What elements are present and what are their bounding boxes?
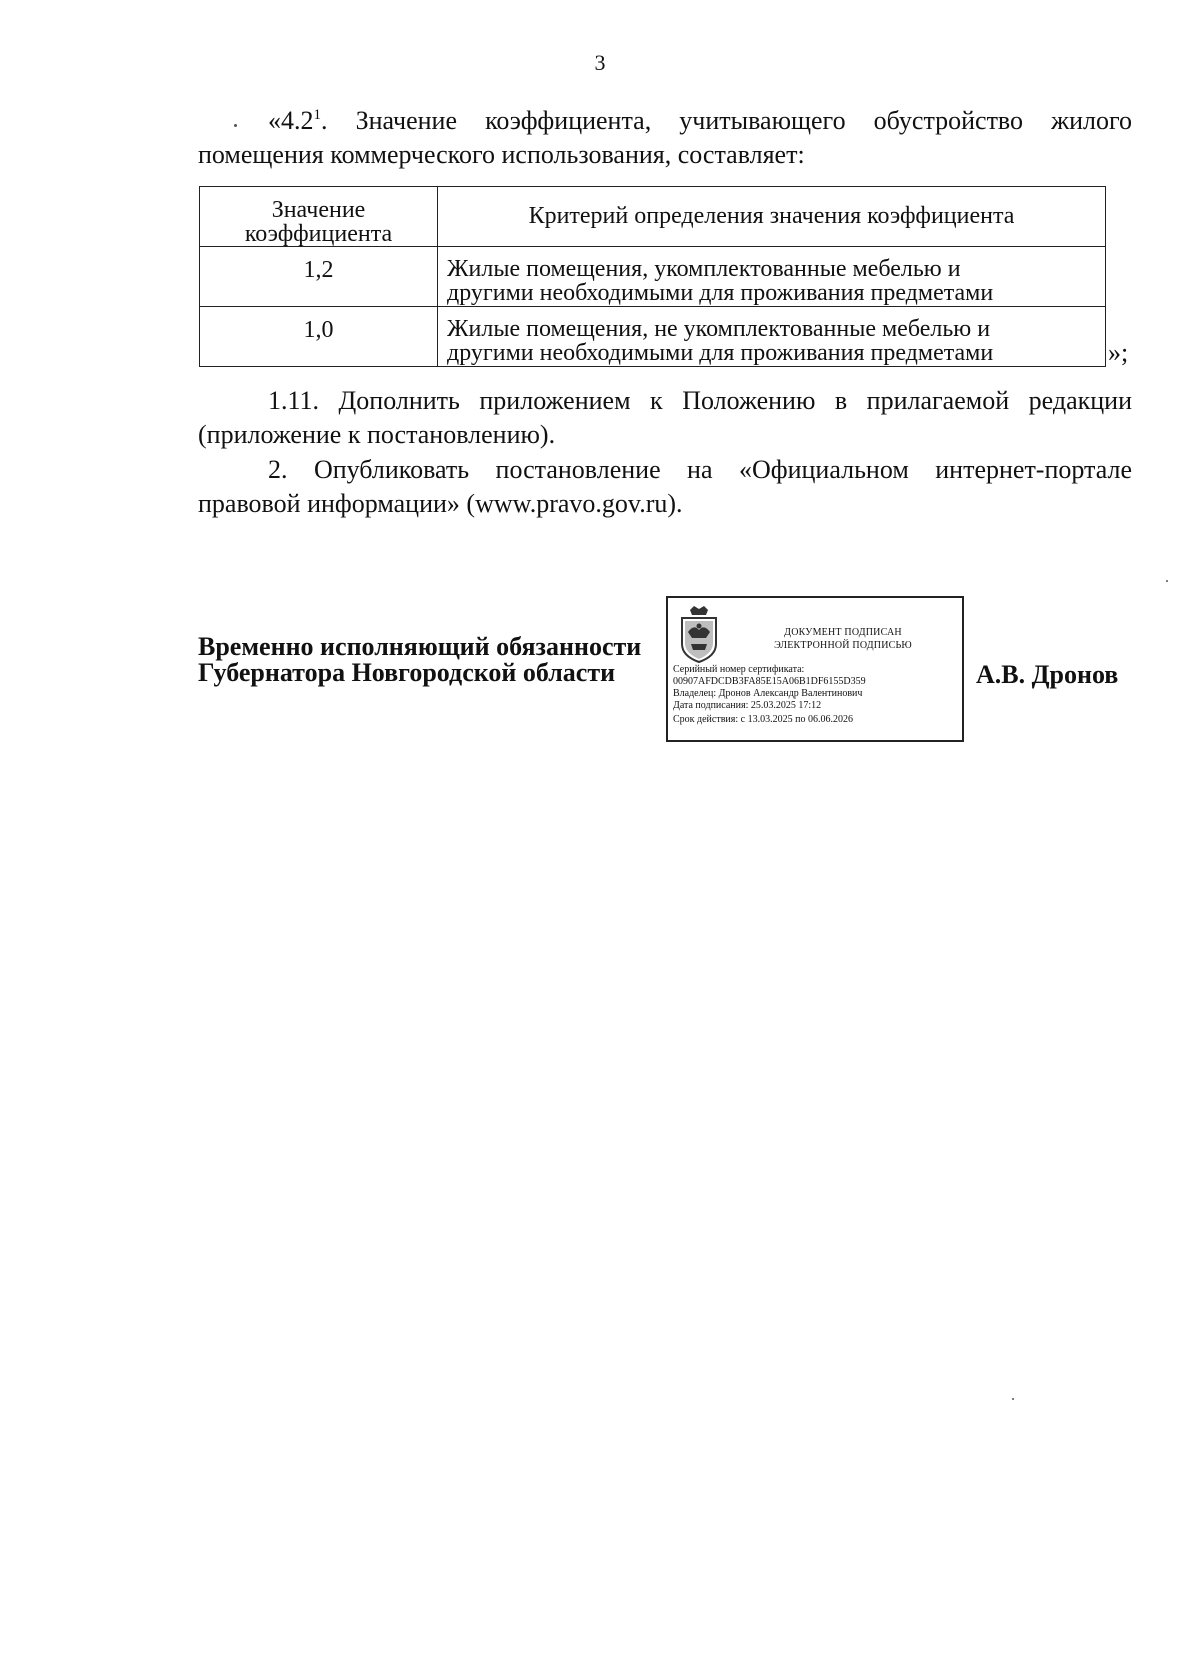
criterion-line: другими необходимыми для проживания предметами — [447, 280, 994, 306]
clause-4-2-superscript: 1 — [313, 107, 321, 123]
header-criterion-cell: Критерий определения значения коэффициента — [438, 187, 1106, 247]
stamp-validity: Срок действия: с 13.03.2025 по 06.06.2026 — [673, 714, 853, 725]
coat-of-arms-icon — [676, 604, 722, 664]
clause-4-2-text: . Значение коэффициента, учитывающего обустройство жилого помещения коммерческого использования, составляет: — [198, 106, 1132, 169]
stamp-owner: Владелец: Дронов Александр Валентинович — [673, 688, 863, 699]
table-header-row — [200, 187, 1106, 247]
coefficient-value: 1,2 — [200, 247, 438, 307]
clause-2 — [198, 453, 1132, 521]
page-number: 3 — [594, 50, 606, 75]
stamp-signed-date: Дата подписания: 25.03.2025 17:12 — [673, 700, 822, 711]
stamp-serial-number: 00907AFDCDB3FA85E15A06B1DF6155D359 — [673, 676, 866, 687]
scan-speck — [234, 124, 237, 127]
table-row — [200, 307, 1106, 367]
stamp-title — [728, 626, 958, 652]
e-signature-stamp — [666, 596, 964, 742]
signer-position-line: Губернатора Новгородской области — [198, 658, 616, 687]
coefficient-value: 1,0 — [200, 307, 438, 367]
clause-4-2 — [198, 104, 1132, 172]
scan-speck — [1166, 580, 1168, 582]
header-value-line: коэффициента — [244, 221, 393, 247]
criterion-line: Жилые помещения, укомплектованные мебелью и — [447, 256, 961, 282]
stamp-title-line: ЭЛЕКТРОННОЙ ПОДПИСЬЮ — [774, 640, 912, 651]
signer-position — [198, 634, 641, 686]
clause-2-text: 2. Опубликовать постановление на «Официальном интернет-портале правовой информации» (www.pravo.gov.ru). — [198, 455, 1132, 518]
header-value-line: Значение — [271, 197, 366, 223]
clause-1-11 — [198, 384, 1132, 452]
coefficient-criterion — [438, 247, 1106, 307]
header-value-cell — [200, 187, 438, 247]
clause-4-2-number: «4.2 — [268, 106, 314, 135]
criterion-line: другими необходимыми для проживания предметами — [447, 340, 994, 366]
stamp-title-line: ДОКУМЕНТ ПОДПИСАН — [784, 627, 902, 638]
closing-quote: »; — [1108, 338, 1129, 367]
signer-position-line: Временно исполняющий обязанности — [198, 632, 642, 661]
scan-speck — [1012, 1398, 1014, 1400]
stamp-serial-label: Серийный номер сертификата: — [673, 664, 805, 675]
criterion-line: Жилые помещения, не укомплектованные мебелью и — [447, 316, 991, 342]
signer-name: А.В. Дронов — [976, 660, 1119, 689]
coefficient-table — [199, 186, 1106, 367]
clause-1-11-text: 1.11. Дополнить приложением к Положению в прилагаемой редакции (приложение к постановлению). — [198, 386, 1132, 449]
table-row — [200, 247, 1106, 307]
coefficient-criterion — [438, 307, 1106, 367]
